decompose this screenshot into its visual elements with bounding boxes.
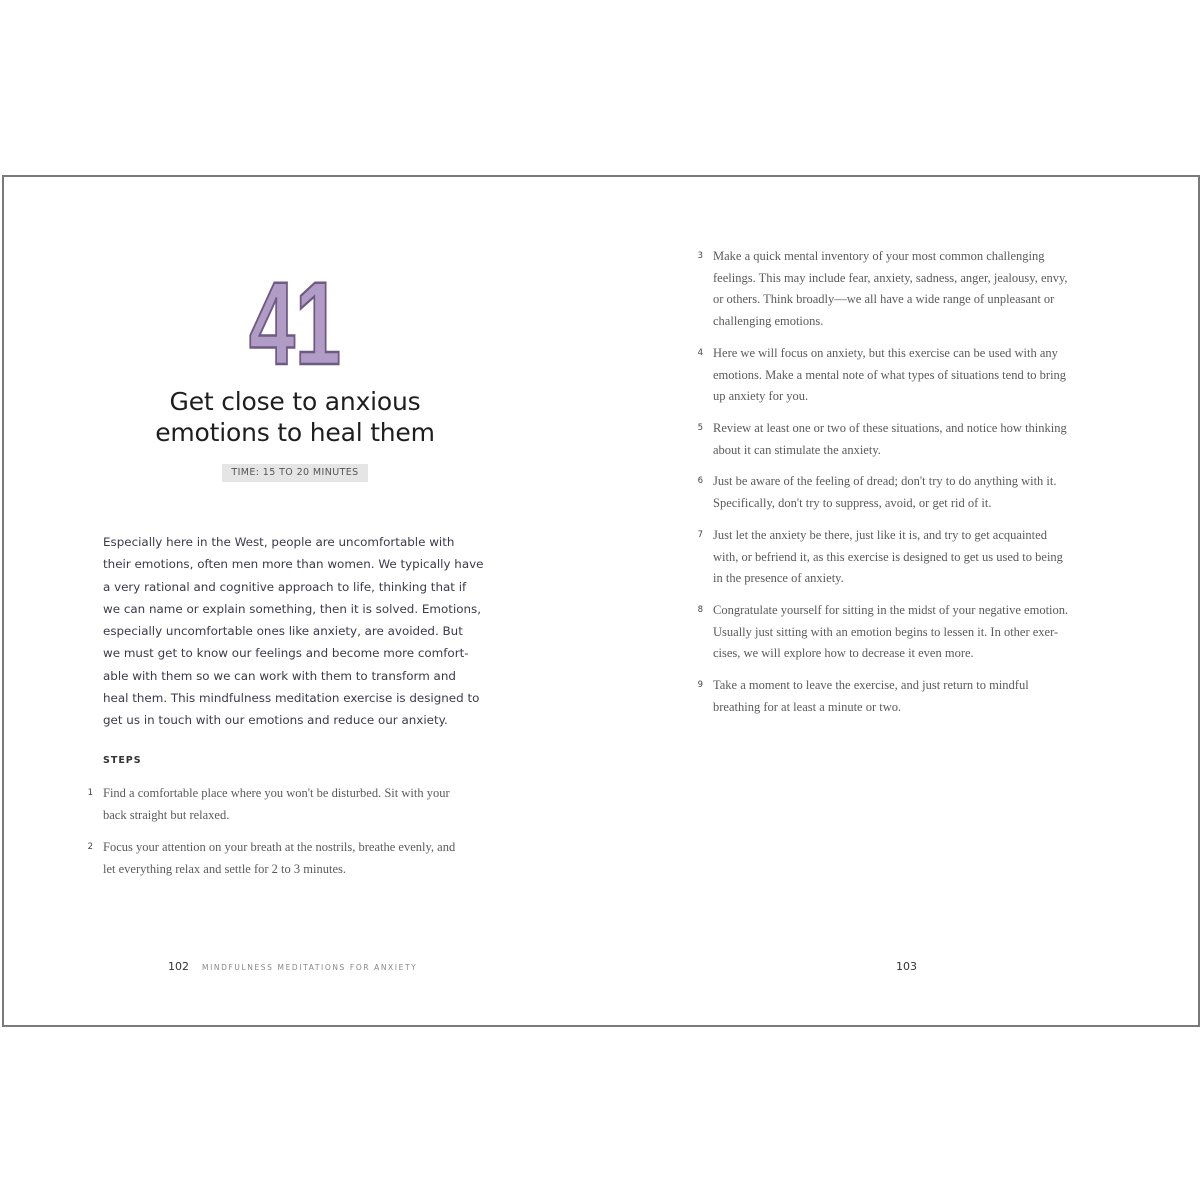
intro-line: able with them so we can work with them to transform and xyxy=(103,668,456,683)
step-1 xyxy=(87,783,450,826)
step-number: 6 xyxy=(697,476,703,486)
intro-line: Especially here in the West, people are uncomfortable with xyxy=(103,535,455,549)
step-line: breathing for at least a minute or two. xyxy=(713,699,902,714)
step-3 xyxy=(697,246,1068,333)
step-5 xyxy=(697,418,1067,461)
chapter-number xyxy=(240,258,350,390)
step-9 xyxy=(697,675,1029,718)
step-line: challenging emotions. xyxy=(713,314,824,329)
intro-line: heal them. This mindfulness meditation exercise is designed to xyxy=(103,691,480,706)
step-line: or others. Think broadly—we all have a wide range of unpleasant or xyxy=(713,292,1055,307)
left-page-number: 102 xyxy=(168,960,189,973)
intro-line: we must get to know our feelings and become more comfort- xyxy=(103,646,469,661)
step-number: 1 xyxy=(87,788,93,798)
step-line: Just be aware of the feeling of dread; don't try to do anything with it. xyxy=(713,474,1057,488)
running-head: MINDFULNESS MEDITATIONS FOR ANXIETY xyxy=(202,963,418,972)
step-number: 5 xyxy=(697,423,703,433)
intro-line: a very rational and cognitive approach to life, thinking that if xyxy=(103,579,467,594)
step-line: Review at least one or two of these situations, and notice how thinking xyxy=(713,421,1067,435)
step-number: 2 xyxy=(87,842,93,852)
step-line: Usually just sitting with an emotion begins to lessen it. In other exer- xyxy=(713,624,1059,639)
step-line: emotions. Make a mental note of what types of situations tend to bring xyxy=(713,367,1067,382)
step-line: back straight but relaxed. xyxy=(103,807,230,822)
step-7 xyxy=(697,525,1063,590)
intro-line: especially uncomfortable ones like anxiety, are avoided. But xyxy=(103,624,463,639)
step-number: 8 xyxy=(697,605,703,615)
step-4 xyxy=(697,343,1067,408)
chapter-title-line-2: emotions to heal them xyxy=(155,418,435,447)
right-page-number: 103 xyxy=(896,960,917,973)
intro-line: get us in touch with our emotions and reduce our anxiety. xyxy=(103,713,448,728)
step-line: Here we will focus on anxiety, but this exercise can be used with any xyxy=(713,346,1058,360)
step-8 xyxy=(697,600,1069,665)
step-line: Find a comfortable place where you won't be disturbed. Sit with your xyxy=(103,786,450,800)
step-number: 9 xyxy=(697,680,703,690)
chapter-title-line-1: Get close to anxious xyxy=(169,387,421,416)
step-number: 7 xyxy=(697,530,703,540)
intro-line: their emotions, often men more than women. We typically have xyxy=(103,557,484,572)
step-line: with, or befriend it, as this exercise is designed to get us used to being xyxy=(713,549,1063,564)
step-number: 4 xyxy=(697,348,703,358)
step-line: Just let the anxiety be there, just like it is, and try to get acquainted xyxy=(713,528,1047,542)
intro-paragraph xyxy=(103,531,513,732)
step-line: in the presence of anxiety. xyxy=(713,571,844,586)
time-badge: TIME: 15 TO 20 MINUTES xyxy=(222,464,368,482)
chapter-title xyxy=(120,386,470,448)
step-line: cises, we will explore how to decrease it even more. xyxy=(713,646,974,661)
step-line: Make a quick mental inventory of your most common challenging xyxy=(713,249,1045,263)
chapter-number-text: 41 xyxy=(249,258,341,390)
step-6 xyxy=(697,471,1057,514)
step-line: Congratulate yourself for sitting in the midst of your negative emotion. xyxy=(713,603,1069,617)
step-2 xyxy=(87,837,456,880)
intro-line: we can name or explain something, then it is solved. Emotions, xyxy=(103,601,482,616)
step-number: 3 xyxy=(697,251,703,261)
step-line: Focus your attention on your breath at the nostrils, breathe evenly, and xyxy=(103,840,456,854)
step-line: feelings. This may include fear, anxiety, sadness, anger, jealousy, envy, xyxy=(713,270,1068,285)
step-line: Take a moment to leave the exercise, and just return to mindful xyxy=(713,678,1029,692)
step-line: up anxiety for you. xyxy=(713,389,809,404)
steps-heading: STEPS xyxy=(103,755,142,766)
step-line: Specifically, don't try to suppress, avoid, or get rid of it. xyxy=(713,495,992,510)
step-line: let everything relax and settle for 2 to 3 minutes. xyxy=(103,861,346,876)
step-line: about it can stimulate the anxiety. xyxy=(713,442,881,457)
